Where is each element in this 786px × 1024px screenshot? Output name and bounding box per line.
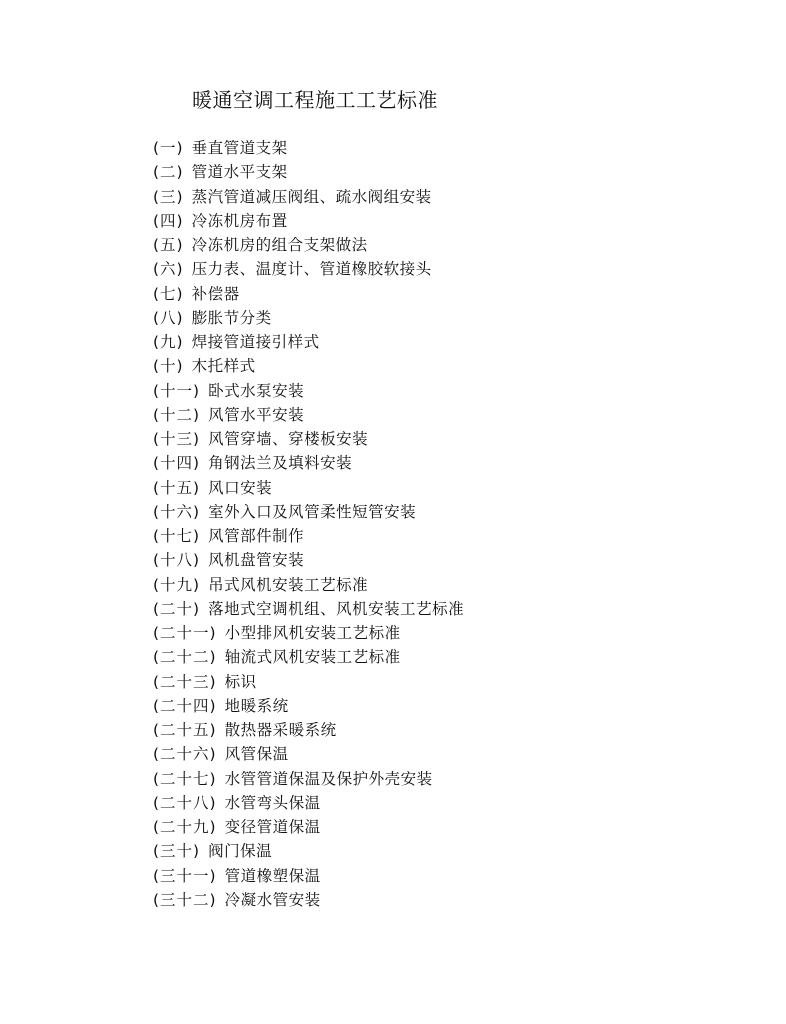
toc-item-label: 风口安装 (208, 478, 273, 497)
toc-item-number: (十一) (153, 381, 201, 400)
toc-item-number: (七) (153, 284, 184, 303)
toc-item-number: (三) (153, 187, 184, 206)
toc-item (153, 670, 464, 694)
toc-item (153, 257, 464, 281)
toc-item (153, 500, 464, 524)
toc-item (153, 791, 464, 815)
toc-item-number: (三十一) (153, 866, 217, 885)
toc-item-label: 吊式风机安装工艺标准 (208, 575, 369, 594)
toc-item-label: 地暖系统 (224, 696, 289, 715)
toc-item (153, 160, 464, 184)
toc-item-number: (三十) (153, 842, 201, 861)
toc-item (153, 742, 464, 766)
toc-item-number: (六) (153, 260, 184, 279)
toc-item-label: 风管穿墙、穿楼板安装 (208, 430, 369, 448)
toc-item (153, 573, 464, 597)
toc-item-label: 落地式空调机组、风机安装工艺标准 (208, 599, 465, 618)
toc-item-label: 风机盘管安装 (208, 551, 305, 570)
toc-item-label: 压力表、温度计、管道橡胶软接头 (191, 260, 432, 279)
toc-item-label: 变径管道保温 (224, 818, 321, 836)
document-title: 暖通空调工程施工工艺标准 (192, 88, 438, 112)
toc-item-number: (二) (153, 163, 184, 182)
toc-item-number: (二十八) (153, 793, 217, 812)
toc-item-number: (二十四) (153, 696, 217, 715)
toc-item (153, 718, 464, 742)
toc-item (153, 209, 464, 233)
toc-item-number: (十九) (153, 575, 201, 594)
toc-item (153, 888, 464, 912)
toc-item-number: (九) (153, 333, 184, 351)
toc-item-label: 管道水平支架 (191, 163, 288, 182)
toc-item (153, 379, 464, 403)
toc-item (153, 427, 464, 451)
toc-item-label: 室外入口及风管柔性短管安装 (208, 502, 417, 521)
toc-item (153, 282, 464, 306)
toc-item-number: (十六) (153, 502, 201, 521)
toc-item (153, 621, 464, 645)
toc-item (153, 694, 464, 718)
toc-item-number: (五) (153, 236, 184, 254)
toc-item-label: 蒸汽管道减压阀组、疏水阀组安装 (191, 187, 432, 206)
toc-item-label: 木托样式 (191, 357, 256, 376)
toc-item (153, 767, 464, 791)
toc-item-label: 垂直管道支架 (191, 139, 288, 157)
toc-item-number: (十八) (153, 551, 201, 570)
toc-item-label: 冷冻机房的组合支架做法 (191, 236, 368, 254)
toc-item (153, 306, 464, 330)
toc-item-number: (二十九) (153, 818, 217, 836)
toc-item (153, 839, 464, 863)
toc-item-label: 小型排风机安装工艺标准 (224, 624, 401, 642)
toc-item-number: (二十三) (153, 672, 217, 691)
toc-item-label: 膨胀节分类 (191, 308, 272, 327)
toc-item (153, 524, 464, 548)
toc-item (153, 597, 464, 621)
toc-item (153, 403, 464, 427)
toc-item-label: 角钢法兰及填料安装 (208, 454, 353, 473)
toc-item (153, 330, 464, 354)
toc-item-label: 阀门保温 (208, 842, 273, 861)
toc-item-number: (十五) (153, 478, 201, 497)
toc-item-number: (二十七) (153, 769, 217, 788)
table-of-contents (153, 136, 464, 912)
toc-item (153, 645, 464, 669)
toc-item-label: 冷凝水管安装 (224, 890, 321, 909)
toc-item-label: 散热器采暖系统 (224, 721, 337, 739)
toc-item-number: (十三) (153, 430, 201, 448)
toc-item-number: (十二) (153, 405, 201, 424)
toc-item-number: (二十五) (153, 721, 217, 739)
toc-item-label: 管道橡塑保温 (224, 866, 321, 885)
toc-item-label: 标识 (224, 672, 257, 691)
toc-item-number: (二十) (153, 599, 201, 618)
toc-item-number: (二十六) (153, 745, 217, 764)
toc-item (153, 815, 464, 839)
toc-item (153, 451, 464, 475)
toc-item-number: (一) (153, 139, 184, 157)
toc-item-label: 补偿器 (191, 284, 240, 303)
toc-item-label: 冷冻机房布置 (191, 211, 288, 230)
toc-item-label: 风管部件制作 (208, 527, 305, 545)
toc-item-number: (十) (153, 357, 184, 376)
toc-item-label: 焊接管道接引样式 (191, 333, 320, 351)
toc-item-number: (四) (153, 211, 184, 230)
toc-item-number: (三十二) (153, 890, 217, 909)
toc-item-number: (八) (153, 308, 184, 327)
toc-item-label: 风管保温 (224, 745, 289, 764)
toc-item-label: 水管管道保温及保护外壳安装 (224, 769, 433, 788)
toc-item (153, 136, 464, 160)
toc-item (153, 864, 464, 888)
toc-item-number: (二十二) (153, 648, 217, 667)
toc-item (153, 354, 464, 378)
toc-item-number: (十七) (153, 527, 201, 545)
toc-item (153, 548, 464, 572)
toc-item-label: 卧式水泵安装 (208, 381, 305, 400)
toc-item (153, 476, 464, 500)
toc-item (153, 233, 464, 257)
toc-item-label: 水管弯头保温 (224, 793, 321, 812)
toc-item-number: (二十一) (153, 624, 217, 642)
toc-item-label: 风管水平安装 (208, 405, 305, 424)
toc-item-number: (十四) (153, 454, 201, 473)
toc-item-label: 轴流式风机安装工艺标准 (224, 648, 401, 667)
toc-item (153, 185, 464, 209)
